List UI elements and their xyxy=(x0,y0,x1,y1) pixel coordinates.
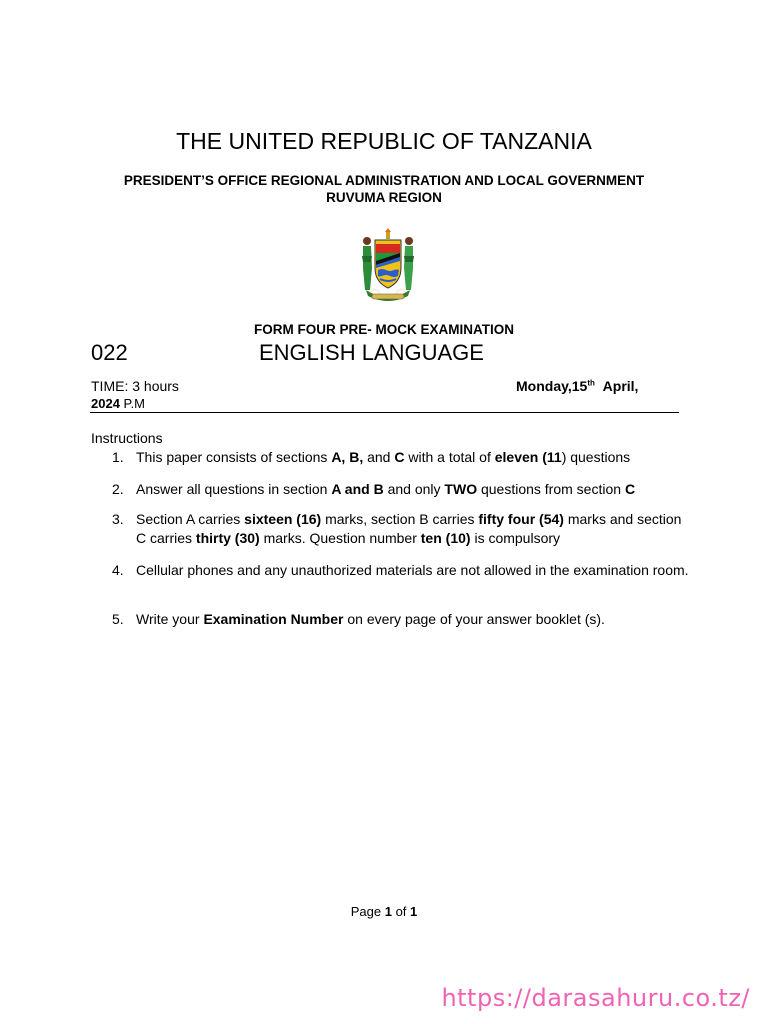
date-year: 2024 xyxy=(91,396,120,411)
instruction-fragment: marks and section C carries xyxy=(136,511,682,546)
exam-year-time xyxy=(91,396,145,411)
subject-title: ENGLISH LANGUAGE xyxy=(259,340,484,365)
instruction-item xyxy=(112,610,692,629)
office-subtitle: PRESIDENT’S OFFICE REGIONAL ADMINISTRATION AND LOCAL GOVERNMENT xyxy=(123,173,645,188)
instruction-text xyxy=(136,561,692,580)
instruction-number: 3. xyxy=(112,511,124,527)
page-current: 1 xyxy=(384,904,392,919)
instruction-fragment: with a total of xyxy=(404,449,495,465)
instruction-text xyxy=(136,448,692,467)
instruction-fragment: marks. Question number xyxy=(259,530,421,546)
instruction-fragment: marks, section B carries xyxy=(321,511,479,527)
instruction-fragment: on every page of your answer booklet (s). xyxy=(343,611,605,627)
instruction-emphasis: Examination Number xyxy=(203,611,344,627)
coat-of-arms-icon xyxy=(356,228,420,304)
instruction-number: 5. xyxy=(112,611,124,627)
time-allowed xyxy=(91,378,179,394)
instruction-fragment: Answer all questions in section xyxy=(136,481,332,497)
instruction-emphasis: C xyxy=(394,449,405,465)
date-suffix: April, xyxy=(602,378,639,394)
instruction-emphasis: TWO xyxy=(444,481,478,497)
time-value: 3 hours xyxy=(132,378,179,394)
instruction-number: 2. xyxy=(112,481,124,497)
date-prefix: Monday,15 xyxy=(516,378,588,394)
watermark-link[interactable]: https://darasahuru.co.tz/ xyxy=(441,984,750,1012)
instruction-text xyxy=(136,480,692,499)
of-word: of xyxy=(395,904,407,919)
subject-code: 022 xyxy=(91,340,128,365)
page-word: Page xyxy=(350,904,382,919)
instruction-emphasis: A, B, xyxy=(331,449,364,465)
instruction-fragment: and xyxy=(363,449,395,465)
instruction-fragment: Cellular phones and any unauthorized materials are not allowed in the examination room. xyxy=(136,562,689,578)
instruction-item xyxy=(112,561,692,580)
instruction-text xyxy=(136,610,692,629)
instruction-fragment: Write your xyxy=(136,611,204,627)
instruction-emphasis: ten (10) xyxy=(420,530,471,546)
instructions-heading: Instructions xyxy=(91,430,163,446)
region-subtitle: RUVUMA REGION xyxy=(326,190,442,205)
page-total: 1 xyxy=(410,904,418,919)
instruction-item xyxy=(112,510,692,548)
country-title: THE UNITED REPUBLIC OF TANZANIA xyxy=(176,128,592,154)
page-number xyxy=(0,904,768,919)
instruction-emphasis: A and B xyxy=(331,481,384,497)
exam-name: FORM FOUR PRE- MOCK EXAMINATION xyxy=(254,322,514,337)
instruction-fragment: and only xyxy=(383,481,445,497)
instruction-emphasis: thirty (30) xyxy=(195,530,260,546)
instruction-fragment: questions from section xyxy=(477,481,625,497)
instruction-item xyxy=(112,480,692,499)
instruction-fragment: This paper consists of sections xyxy=(136,449,332,465)
date-sup: th xyxy=(587,378,595,388)
instruction-item xyxy=(112,448,692,467)
instruction-emphasis: fifty four (54) xyxy=(478,511,564,527)
instruction-fragment: is compulsory xyxy=(470,530,561,546)
exam-date xyxy=(516,378,638,394)
date-ampm: P.M xyxy=(123,396,145,411)
instruction-text xyxy=(136,510,692,548)
instruction-emphasis: sixteen (16) xyxy=(244,511,322,527)
instruction-emphasis: eleven (11 xyxy=(494,449,562,465)
instruction-fragment: ) questions xyxy=(561,449,631,465)
instruction-number: 1. xyxy=(112,449,124,465)
instruction-fragment: Section A carries xyxy=(136,511,245,527)
instruction-number: 4. xyxy=(112,562,124,578)
instruction-emphasis: C xyxy=(624,481,636,497)
time-label: TIME: xyxy=(91,378,129,394)
header-divider xyxy=(90,412,679,413)
